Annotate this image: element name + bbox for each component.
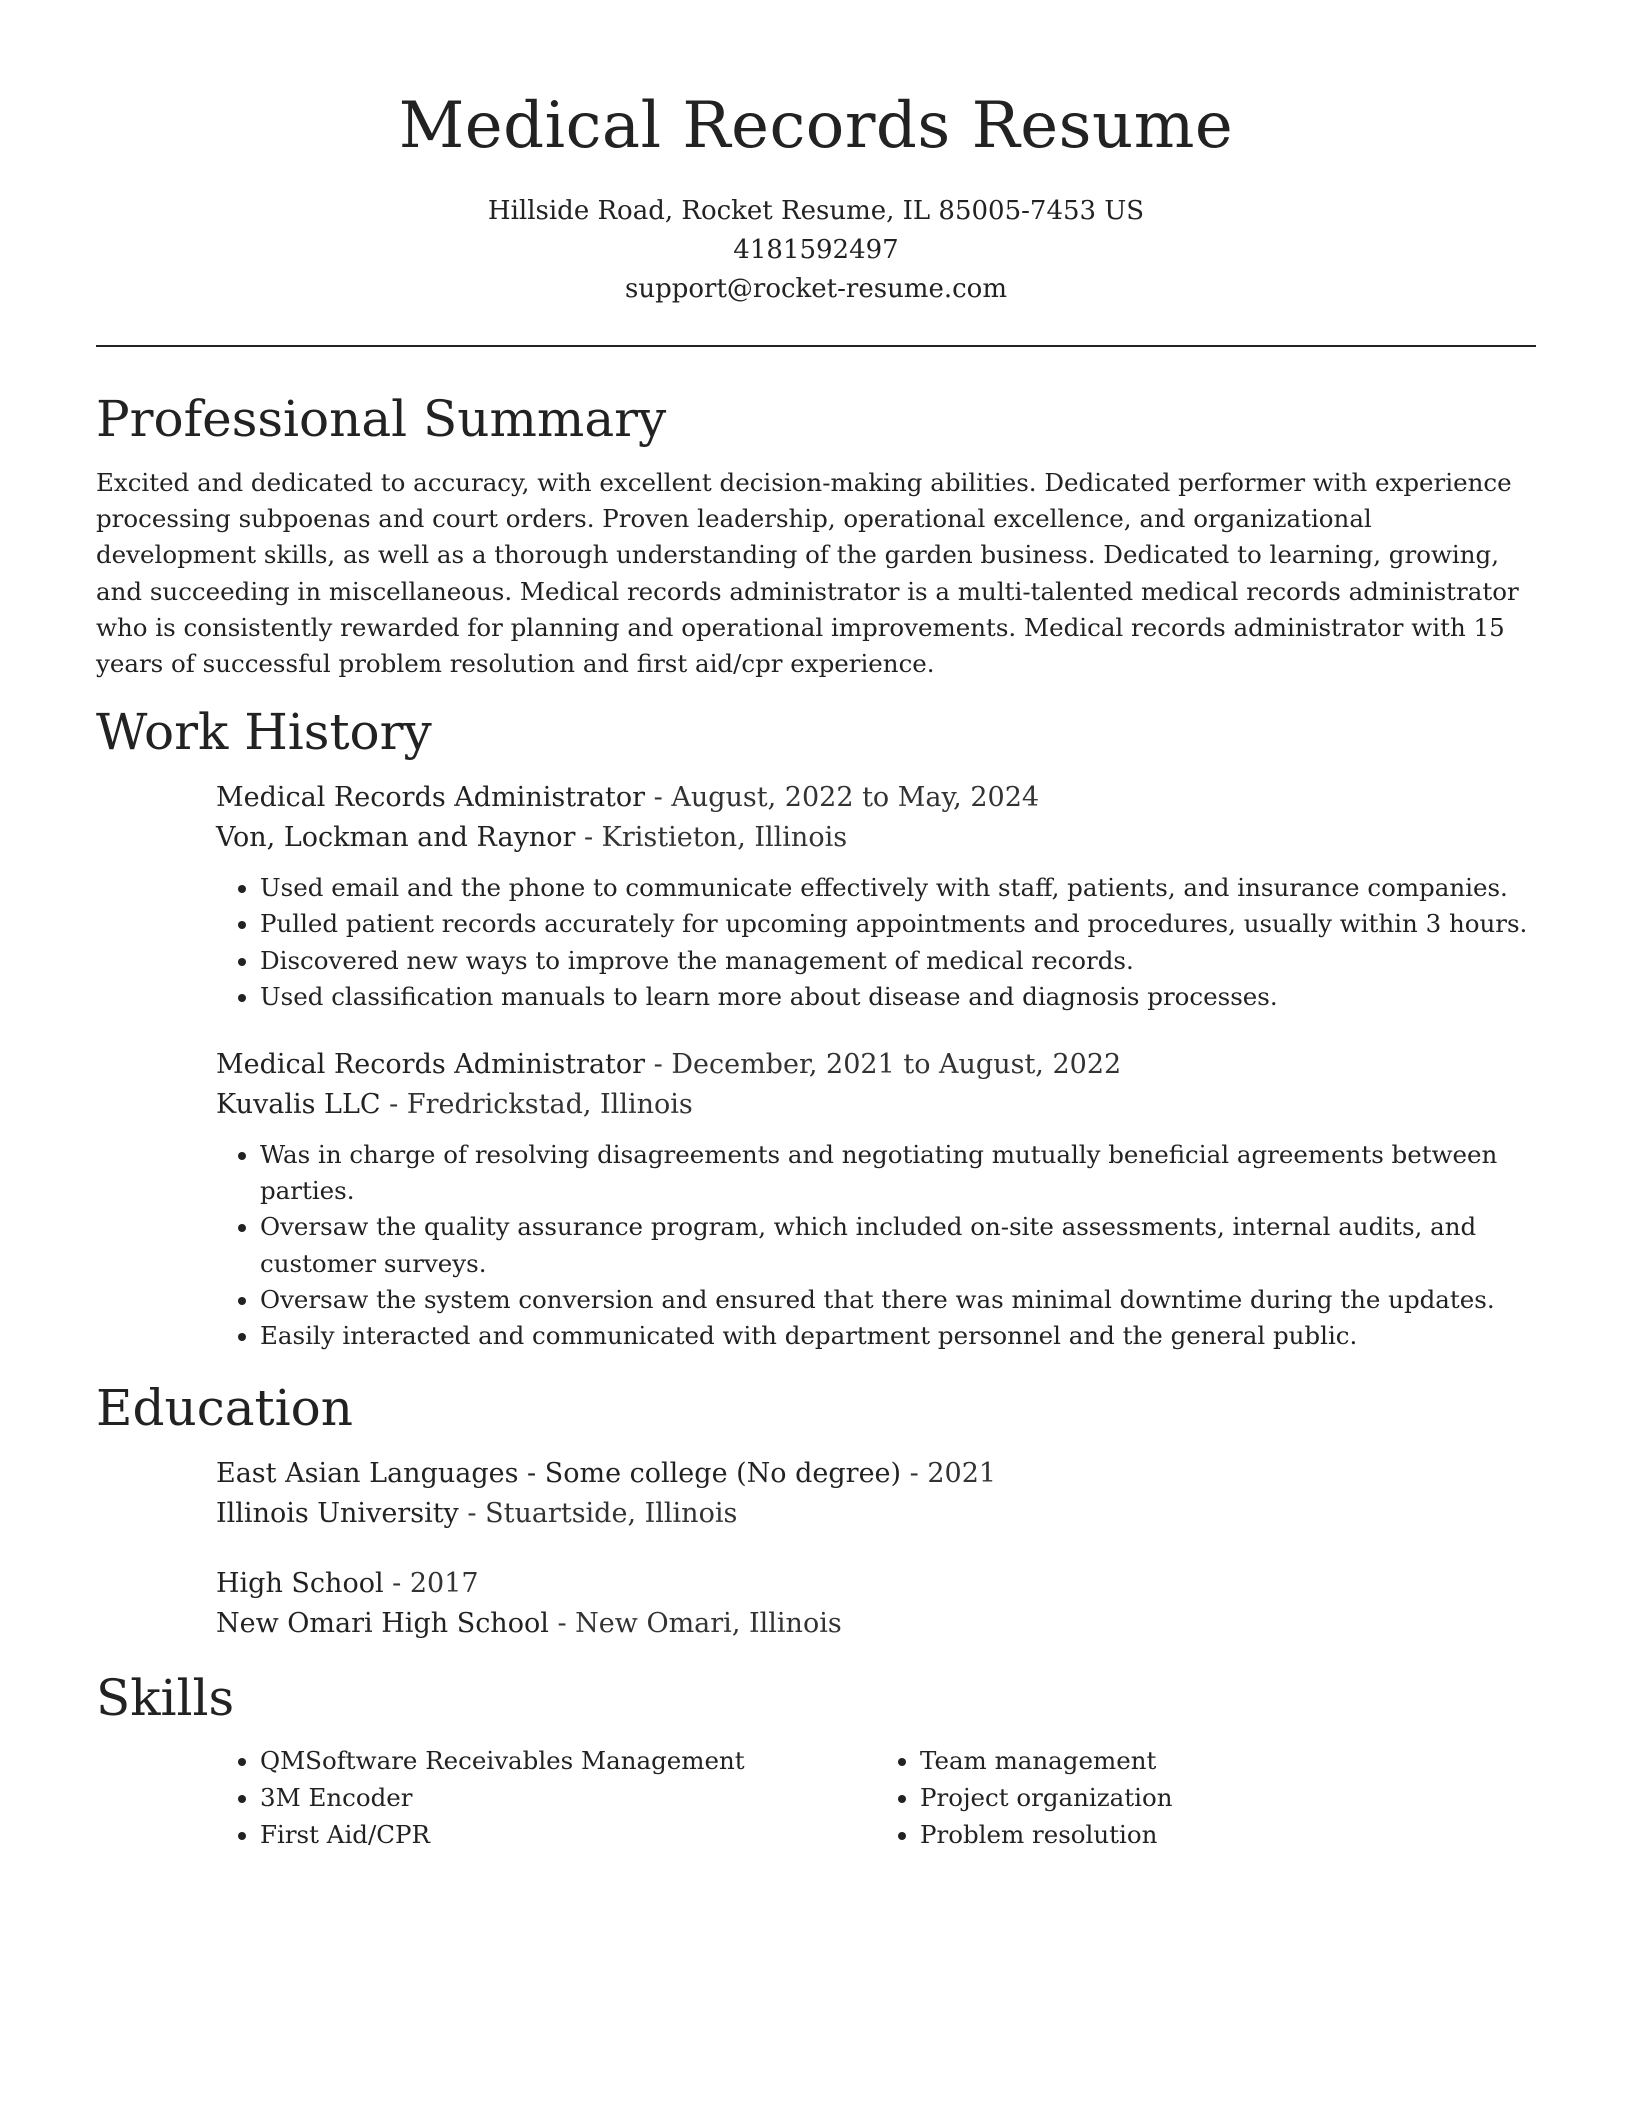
- summary-text: Excited and dedicated to accuracy, with excellent decision-making abilities. Dedicated performer with experience processing subpoenas and court orders. Proven leadership, operational excellence, and organizational development skills, as well as a thorough understanding of the garden business. Dedicated to learning, growing, and succeeding in miscellaneous. Medical records administrator is a multi-talented medical records administrator who is consistently rewarded for planning and operational improvements. Medical records administrator with 15 years of successful problem resolution and first aid/cpr experience.: [96, 468, 1519, 679]
- job-company-line: [216, 818, 1536, 858]
- contact-address: Hillside Road, Rocket Resume, IL 85005-7453 US: [487, 196, 1145, 226]
- header-divider: [96, 345, 1536, 347]
- job-entry: [216, 778, 1536, 1015]
- education-degree: High School: [216, 1568, 384, 1600]
- job-title-line: [216, 778, 1536, 818]
- skill-item: • QMSoftware Receivables Management: [260, 1742, 876, 1779]
- education-location: - Stuartside, Illinois: [458, 1498, 738, 1530]
- skill-item: • Project organization: [920, 1779, 1536, 1816]
- list-item: • Pulled patient records accurately for upcoming appointments and procedures, usually within 3 hours.: [260, 906, 1536, 942]
- education-entry: [216, 1454, 1536, 1534]
- job-entry: [216, 1045, 1536, 1354]
- skill-item: • 3M Encoder: [260, 1779, 876, 1816]
- list-item: • Oversaw the system conversion and ensured that there was minimal downtime during the updates.: [260, 1282, 1536, 1318]
- education-degree-line: [216, 1454, 1536, 1494]
- job-dates: - December, 2021 to August, 2022: [645, 1049, 1122, 1081]
- education-entry: [216, 1564, 1536, 1644]
- skills-heading: Skills: [96, 1669, 235, 1728]
- job-bullets: [216, 1137, 1536, 1354]
- summary-section: [96, 387, 1536, 682]
- job-company: Von, Lockman and Raynor: [216, 822, 576, 854]
- job-dates: - August, 2022 to May, 2024: [645, 782, 1040, 814]
- skills-section: [96, 1666, 1536, 1853]
- education-school-line: [216, 1604, 1536, 1644]
- education-degree: East Asian Languages - Some college (No degree): [216, 1458, 902, 1490]
- list-item: • Discovered new ways to improve the management of medical records.: [260, 943, 1536, 979]
- job-role: Medical Records Administrator: [216, 782, 646, 814]
- education-school-line: [216, 1494, 1536, 1534]
- list-item: • Oversaw the quality assurance program, which included on-site assessments, internal audits, and customer surveys.: [260, 1209, 1536, 1281]
- list-item: • Used classification manuals to learn more about disease and diagnosis processes.: [260, 979, 1536, 1015]
- summary-heading: Professional Summary: [96, 390, 667, 448]
- job-bullets: [216, 870, 1536, 1015]
- education-degree-line: [216, 1564, 1536, 1604]
- skills-column-right: [876, 1742, 1536, 1853]
- education-year: - 2017: [383, 1568, 479, 1600]
- list-item: • Easily interacted and communicated with department personnel and the general public.: [260, 1318, 1536, 1354]
- skill-item: • Team management: [920, 1742, 1536, 1779]
- job-title-line: [216, 1045, 1536, 1085]
- skill-item: • First Aid/CPR: [260, 1816, 876, 1853]
- work-heading: Work History: [96, 703, 432, 762]
- resume-header: [96, 0, 1536, 309]
- job-role: Medical Records Administrator: [216, 1049, 646, 1081]
- education-location: - New Omari, Illinois: [548, 1608, 842, 1640]
- skills-column-left: [216, 1742, 876, 1853]
- contact-email: support@rocket-resume.com: [624, 274, 1007, 304]
- job-company: Kuvalis LLC: [216, 1089, 381, 1121]
- list-item: • Was in charge of resolving disagreements and negotiating mutually beneficial agreements between parties.: [260, 1137, 1536, 1209]
- education-heading: Education: [96, 1379, 353, 1438]
- education-section: [96, 1376, 1536, 1644]
- skills-grid: [216, 1742, 1536, 1853]
- work-section: [96, 700, 1536, 1354]
- education-year: - 2021: [901, 1458, 997, 1490]
- contact-phone: 4181592497: [733, 235, 899, 265]
- resume-title: Medical Records Resume: [398, 89, 1234, 163]
- education-school: New Omari High School: [216, 1608, 549, 1640]
- skill-item: • Problem resolution: [920, 1816, 1536, 1853]
- job-location: - Kristieton, Illinois: [575, 822, 848, 854]
- list-item: • Used email and the phone to communicate effectively with staff, patients, and insurance companies.: [260, 870, 1536, 906]
- job-location: - Fredrickstad, Illinois: [380, 1089, 693, 1121]
- job-company-line: [216, 1085, 1536, 1125]
- education-school: Illinois University: [216, 1498, 459, 1530]
